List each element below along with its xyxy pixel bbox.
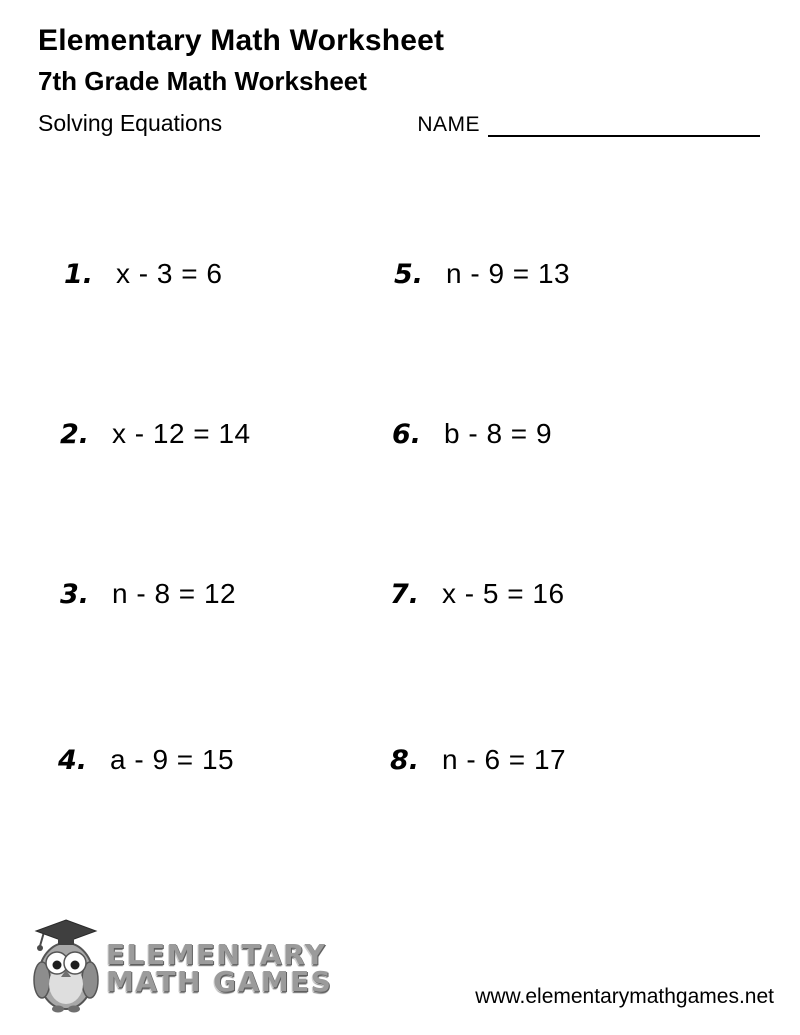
logo-line1: ELEMENTARY [106,937,327,971]
problem-number: 4. [58,745,88,776]
name-blank-line [488,113,760,137]
problem-6 [392,418,552,450]
problem-equation: x - 5 = 16 [442,578,565,609]
problem-number: 6. [392,419,422,450]
logo-text [106,937,333,998]
problem-number: 5. [394,259,424,290]
elementary-math-games-logo [30,918,332,1019]
problem-1 [64,258,222,290]
problem-equation: n - 8 = 12 [112,578,237,609]
problem-equation: b - 8 = 9 [444,418,553,449]
owl-graduate-icon [30,918,102,1019]
name-label: NAME [417,113,480,136]
problem-equation: a - 9 = 15 [110,744,235,775]
problem-number: 8. [390,745,420,776]
problem-number: 3. [60,579,90,610]
problem-7 [390,578,565,610]
problem-number: 2. [60,419,90,450]
problem-5 [394,258,570,290]
section-title: Solving Equations [38,110,223,136]
problem-2 [60,418,251,450]
footer [30,918,774,1019]
logo-line2: MATH GAMES [106,964,333,998]
problem-equation: n - 6 = 17 [442,744,567,775]
worksheet-subtitle: 7th Grade Math Worksheet [38,66,367,96]
name-area [417,113,760,137]
worksheet-title: Elementary Math Worksheet [38,24,445,57]
problem-4 [58,744,234,776]
problem-equation: x - 12 = 14 [112,418,251,449]
problem-equation: n - 9 = 13 [446,258,571,289]
section-row [38,110,760,137]
problem-3 [60,578,236,610]
problem-equation: x - 3 = 6 [116,258,223,289]
problem-number: 1. [64,259,94,290]
problem-8 [390,744,566,776]
problem-number: 7. [390,579,420,610]
website-url: www.elementarymathgames.net [475,985,774,1008]
